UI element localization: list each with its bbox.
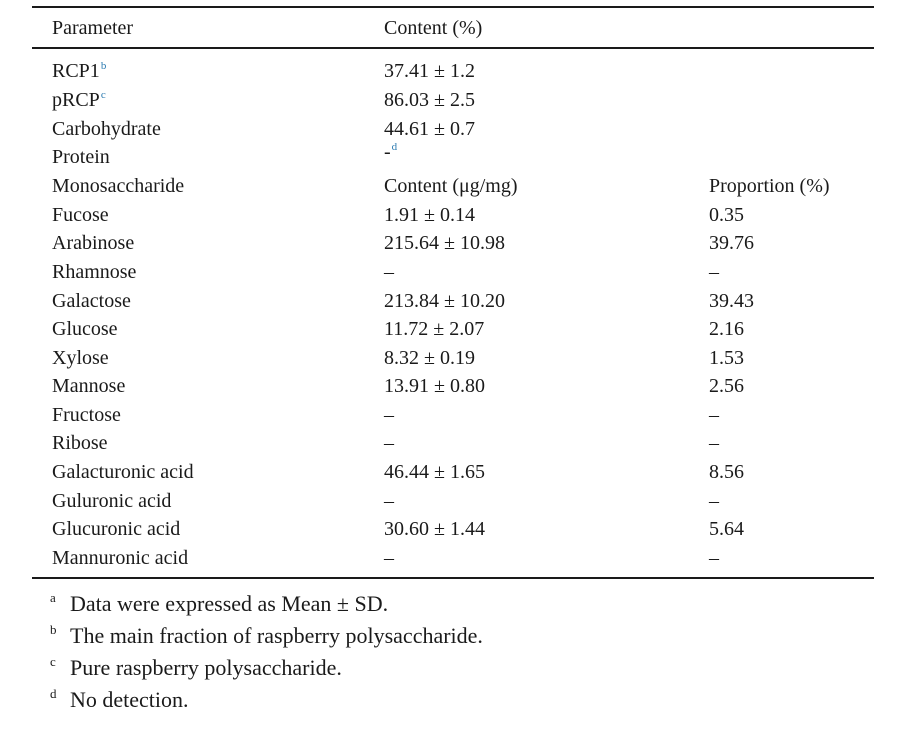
footnote-mark: a	[50, 590, 56, 605]
table-row-proportion: 39.43	[709, 290, 754, 312]
footnote-mark: b	[50, 622, 57, 637]
subheader-monosaccharide: Monosaccharide	[52, 175, 185, 197]
footnote-mark: d	[50, 686, 57, 701]
table-row-proportion: 5.64	[709, 518, 744, 540]
subheader-proportion: Proportion (%)	[709, 175, 830, 197]
header-parameter: Parameter	[52, 17, 134, 39]
table-row-value: 44.61 ± 0.7	[384, 118, 475, 140]
table-row-label: Arabinose	[52, 232, 135, 254]
table-row-proportion: 2.56	[709, 375, 744, 397]
footnote-ref[interactable]: c	[100, 89, 106, 102]
table-row-value: –	[384, 490, 394, 512]
table-row-value: 13.91 ± 0.80	[384, 375, 485, 397]
table-row-value: 30.60 ± 1.44	[384, 518, 485, 540]
table-row-value: 86.03 ± 2.5	[384, 89, 475, 111]
table-row-label: Galacturonic acid	[52, 461, 194, 483]
table-row-value: 215.64 ± 10.98	[384, 232, 505, 254]
table-row-value: –	[384, 261, 394, 283]
header-content-percent: Content (%)	[384, 17, 483, 39]
table-row-value: 213.84 ± 10.20	[384, 290, 505, 312]
table-row-value: 1.91 ± 0.14	[384, 204, 475, 226]
table-row-proportion: –	[709, 547, 719, 569]
table-row-proportion: –	[709, 490, 719, 512]
table-row-proportion: 8.56	[709, 461, 744, 483]
table-header-rule	[32, 47, 874, 49]
table-row-label: Galactose	[52, 290, 131, 312]
table-row-value: –	[384, 547, 394, 569]
table-row-value: 37.41 ± 1.2	[384, 60, 475, 82]
subheader-content: Content (μg/mg)	[384, 175, 518, 197]
table-row-label: Glucuronic acid	[52, 518, 181, 540]
table-row-label: Fucose	[52, 204, 109, 226]
table-bottom-rule	[32, 577, 874, 579]
table-row-proportion: 0.35	[709, 204, 744, 226]
footnote-text: Pure raspberry polysaccharide.	[70, 655, 342, 680]
table-row-label: Glucose	[52, 318, 118, 340]
footnote-ref[interactable]: b	[100, 60, 107, 73]
table-row-label: Xylose	[52, 347, 109, 369]
table-row-value: –	[384, 432, 394, 454]
table-row-label: Mannose	[52, 375, 126, 397]
table-row-label: Rhamnose	[52, 261, 137, 283]
footnote-mark: c	[50, 654, 56, 669]
table-top-rule	[32, 6, 874, 8]
table-row-proportion: –	[709, 432, 719, 454]
table-row-label: Protein	[52, 146, 110, 168]
footnote-text: No detection.	[70, 687, 189, 712]
table-row-value: 11.72 ± 2.07	[384, 318, 485, 340]
footnote-text: Data were expressed as Mean ± SD.	[70, 591, 389, 616]
table-row-value: –	[384, 404, 394, 426]
table-row-label: pRCP$^c$	[52, 89, 106, 111]
footnote-ref[interactable]: d	[391, 141, 398, 154]
table-row-value: 8.32 ± 0.19	[384, 347, 475, 369]
table-row-proportion: 2.16	[709, 318, 744, 340]
table-row-label: Guluronic acid	[52, 490, 172, 512]
table-row-proportion: 39.76	[709, 232, 754, 254]
table-row-proportion: –	[709, 404, 719, 426]
table-row-proportion: –	[709, 261, 719, 283]
table-row-label: Fructose	[52, 404, 121, 426]
table-row-label: Ribose	[52, 432, 108, 454]
table-row-label: Carbohydrate	[52, 118, 161, 140]
table-row-value: 46.44 ± 1.65	[384, 461, 485, 483]
table-row-value: -$^d$	[384, 141, 398, 163]
table-row-label: Mannuronic acid	[52, 547, 189, 569]
table-row-label: RCP1$^b$	[52, 60, 107, 82]
footnote-text: The main fraction of raspberry polysaccharide.	[70, 623, 483, 648]
table-row-proportion: 1.53	[709, 347, 744, 369]
